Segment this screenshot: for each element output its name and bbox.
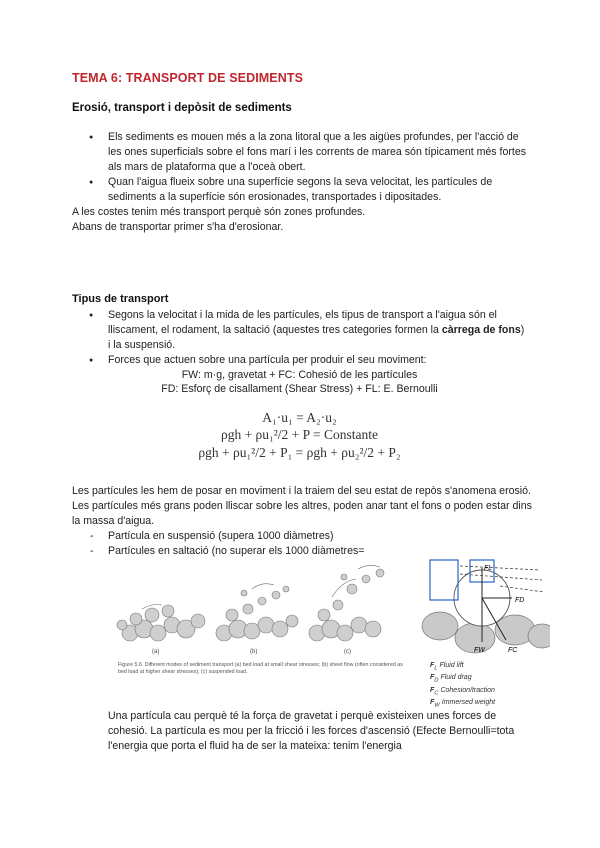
forces-line: FD: Esforç de cisallament (Shear Stress) + FL: E. Bernoulli bbox=[161, 383, 438, 395]
figure-caption: Figure 5.6. Different modes of sediment transport (a) bed load at small shear stresses; (b) sheet flow (often considered as bed load at higher shear stresses); (c) suspended load. bbox=[118, 662, 403, 675]
legend-text: Cohesion/traction bbox=[440, 686, 495, 694]
erosion-paragraph: Les partícules les hem de posar en moviment i la traiem del seu estat de repòs s'anomena erosió. Les partícules més grans poden lliscar sobre les altres, poden anar tant el fons o poden estar dins la massa d'aigua. bbox=[72, 485, 532, 527]
legend-symbol: F bbox=[430, 699, 435, 707]
forces-legend bbox=[430, 661, 495, 711]
particle-forces-diagram bbox=[420, 556, 550, 658]
label-fl: FL bbox=[484, 565, 493, 572]
formula-bernoulli-equality: ρgh + ρu₁²/2 + P₁ = ρgh + ρu₂²/2 + P₂ bbox=[198, 445, 401, 460]
erosion-bullet-list bbox=[108, 130, 528, 205]
body-line: Abans de transportar primer s'ha d'erosionar. bbox=[72, 221, 284, 233]
list-item: - Partícules en saltació (no superar els 1000 diàmetres= bbox=[108, 544, 528, 559]
section-heading-transport-types: Tipus de transport bbox=[72, 293, 169, 305]
list-item: ● Quan l'aigua flueix sobre una superfície segons la seva velocitat, les partícules de sediments a la superfície són erosionades, transportades i dipositades. bbox=[108, 175, 528, 205]
legend-subscript: W bbox=[434, 702, 440, 709]
panel-label-a: (a) bbox=[152, 649, 160, 655]
legend-item bbox=[430, 686, 495, 698]
bold-term: càrrega de fons bbox=[441, 324, 521, 336]
legend-subscript: L bbox=[434, 665, 438, 672]
list-item bbox=[108, 308, 528, 353]
legend-text: Fluid drag bbox=[440, 674, 472, 682]
label-fd: FD bbox=[515, 597, 525, 604]
legend-subscript: D bbox=[434, 677, 439, 684]
page-title: TEMA 6: TRANSPORT DE SEDIMENTS bbox=[72, 71, 304, 85]
transport-modes-figure bbox=[112, 559, 412, 659]
legend-item bbox=[430, 661, 495, 673]
forces-line: FW: m·g, gravetat + FC: Cohesió de les partícules bbox=[181, 369, 418, 381]
formula-bernoulli: ρgh + ρu₁²/2 + P = Constante bbox=[220, 427, 379, 442]
list-item: - Partícula en suspensió (supera 1000 diàmetres) bbox=[108, 529, 528, 544]
formula-continuity: A₁·u₁ = A₂·u₂ bbox=[262, 410, 337, 425]
transport-bullet-list bbox=[108, 308, 528, 368]
legend-symbol: F bbox=[430, 674, 435, 682]
section-heading-erosion: Erosió, transport i depòsit de sediments bbox=[72, 102, 292, 114]
bullet-text: Segons la velocitat i la mida de les partícules, els tipus de transport a l'aigua són el lliscament, el rodament, la saltació (aquestes tres categories formen la bbox=[108, 309, 497, 336]
dash-list bbox=[108, 529, 528, 559]
legend-symbol: F bbox=[430, 686, 435, 694]
legend-subscript: C bbox=[434, 690, 439, 697]
label-fc: FC bbox=[508, 647, 518, 654]
panel-label-b: (b) bbox=[250, 649, 258, 655]
list-item: ● Els sediments es mouen més a la zona litoral que a les aigües profundes, per l'acció de les ones superficials sobre el fons marí i les corrents de marea són típicament més fortes als mars de plataforma que a l'oceà obert. bbox=[108, 130, 528, 175]
closing-paragraph: Una partícula cau perquè té la força de gravetat i perquè existeixen unes forces de cohesió. La partícula es mou per la fricció i les forces d'ascensió (Efecte Bernoulli=tota l'energia que porta el fluid ha de ser la mateixa: tenim l'energia bbox=[108, 710, 515, 752]
legend-item bbox=[430, 673, 495, 685]
panel-label-c: (c) bbox=[344, 649, 351, 655]
legend-text: Immersed weight bbox=[441, 699, 496, 707]
bullet-text: ) i la suspensió. bbox=[108, 324, 525, 351]
body-line: A les costes tenim més transport perquè són zones profundes. bbox=[72, 206, 366, 218]
list-item: ● Forces que actuen sobre una partícula per produir el seu moviment: bbox=[108, 353, 528, 368]
label-fw: FW bbox=[474, 647, 485, 654]
legend-text: Fluid lift bbox=[439, 662, 464, 669]
legend-symbol: F bbox=[430, 662, 435, 669]
